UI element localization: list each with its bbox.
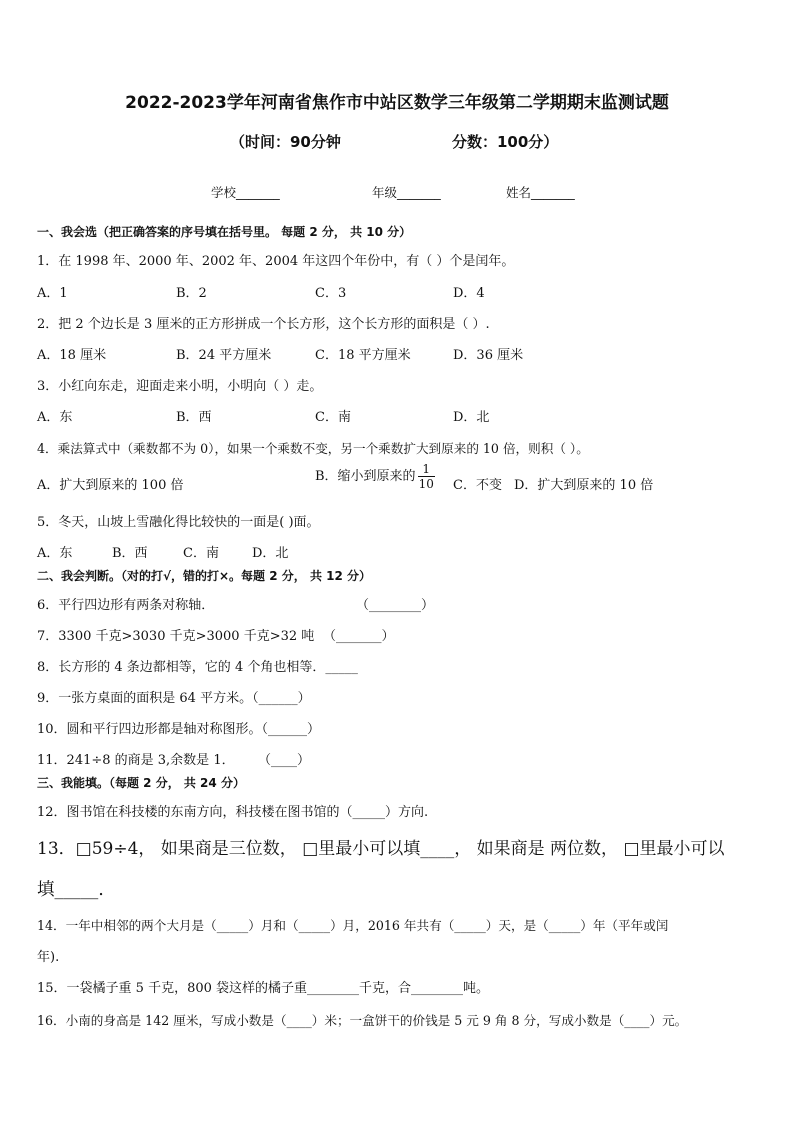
section-2-heading: 二、我会判断。（对的打√，错的打×。每题 2 分， 共 12 分） xyxy=(37,569,371,583)
question-12: 12．图书馆在科技楼的东南方向，科技楼在图书馆的（_____）方向. xyxy=(37,805,429,820)
question-9: 9．一张方桌面的面积是 64 平方米。（______） xyxy=(37,691,311,706)
question-15: 15．一袋橘子重 5 千克，800 袋这样的橘子重________千克，合________吨。 xyxy=(37,981,490,996)
question-7: 7．3300 千克>3030 千克>3000 千克>32 吨 xyxy=(37,629,315,644)
question-10: 10．圆和平行四边形都是轴对称图形。（______） xyxy=(37,722,321,737)
question-14: 14．一年中相邻的两个大月是（_____）月和（_____）月，2016 年共有（_____）天，是（_____）年（平年或闰 xyxy=(37,918,669,933)
question-2: 2．把 2 个边长是 3 厘米的正方形拼成一个长方形，这个长方形的面积是（ ）. xyxy=(37,317,490,332)
q2-option-b: B．24 平方厘米 xyxy=(176,348,272,363)
name-field: 姓名_______ xyxy=(506,185,575,200)
q3-option-b: B．西 xyxy=(176,410,212,425)
question-3: 3．小红向东走，迎面走来小明，小明向（ ）走。 xyxy=(37,379,323,394)
school-field: 学校_______ xyxy=(211,185,280,200)
question-8: 8．长方形的 4 条边都相等，它的 4 个角也相等．_____ xyxy=(37,660,358,675)
section-1-heading: 一、我会选（把正确答案的序号填在括号里。 每题 2 分， 共 10 分） xyxy=(37,225,412,239)
q1-option-d: D．4 xyxy=(453,286,485,301)
q6-answer-blank: （________） xyxy=(356,598,435,613)
q4-option-d: D．扩大到原来的 10 倍 xyxy=(514,478,654,493)
q3-option-c: C．南 xyxy=(315,410,351,425)
exam-time: （时间：90分钟 xyxy=(230,133,341,151)
q5-option-a: A．东 xyxy=(37,546,73,561)
q2-option-c: C．18 平方厘米 xyxy=(315,348,411,363)
q3-option-d: D．北 xyxy=(453,410,490,425)
q7-answer-blank: （_______） xyxy=(323,629,395,644)
question-1: 1．在 1998 年、2000 年、2002 年、2004 年这四个年份中，有（ ）个是闰年。 xyxy=(37,254,515,269)
section-3-heading: 三、我能填。（每题 2 分， 共 24 分） xyxy=(37,776,245,790)
question-16: 16．小南的身高是 142 厘米，写成小数是（____）米；一盒饼干的价钱是 5 元 9 角 8 分，写成小数是（____）元。 xyxy=(37,1013,688,1028)
question-4: 4．乘法算式中（乘数都不为 0），如果一个乘数不变，另一个乘数扩大到原来的 10 倍，则积（ ）。 xyxy=(37,441,589,456)
q1-option-a: A．1 xyxy=(37,286,68,301)
fraction-numerator: 1 xyxy=(418,462,435,477)
q1-option-c: C．3 xyxy=(315,286,347,301)
question-11: 11．241÷8 的商是 3,余数是 1． xyxy=(37,753,235,768)
q4-option-b xyxy=(315,462,437,491)
fraction-one-tenth xyxy=(418,462,435,491)
q5-option-d: D．北 xyxy=(252,546,289,561)
q4-option-c: C．不变 xyxy=(453,478,502,493)
question-13-continued: 填_____. xyxy=(37,880,104,900)
question-14-continued: 年). xyxy=(37,950,60,965)
grade-field: 年级_______ xyxy=(372,185,441,200)
exam-score: 分数：100分） xyxy=(452,133,559,151)
question-5: 5．冬天，山坡上雪融化得比较快的一面是( )面。 xyxy=(37,515,320,530)
page-title: 2022-2023学年河南省焦作市中站区数学三年级第二学期期末监测试题 xyxy=(125,93,669,113)
q11-answer-blank: （____） xyxy=(258,753,311,768)
q3-option-a: A．东 xyxy=(37,410,73,425)
q5-option-c: C．南 xyxy=(183,546,219,561)
q2-option-d: D．36 厘米 xyxy=(453,348,524,363)
q2-option-a: A．18 厘米 xyxy=(37,348,107,363)
q4-option-a: A．扩大到原来的 100 倍 xyxy=(37,478,184,493)
fraction-denominator: 10 xyxy=(418,477,434,491)
question-6: 6．平行四边形有两条对称轴． xyxy=(37,598,215,613)
q1-option-b: B．2 xyxy=(176,286,207,301)
q5-option-b: B．西 xyxy=(112,546,148,561)
q4-option-b-label: B．缩小到原来的 xyxy=(315,469,416,484)
question-13: 13．□59÷4， 如果商是三位数， □里最小可以填____， 如果商是 两位数， □里最小可以 xyxy=(37,839,725,859)
